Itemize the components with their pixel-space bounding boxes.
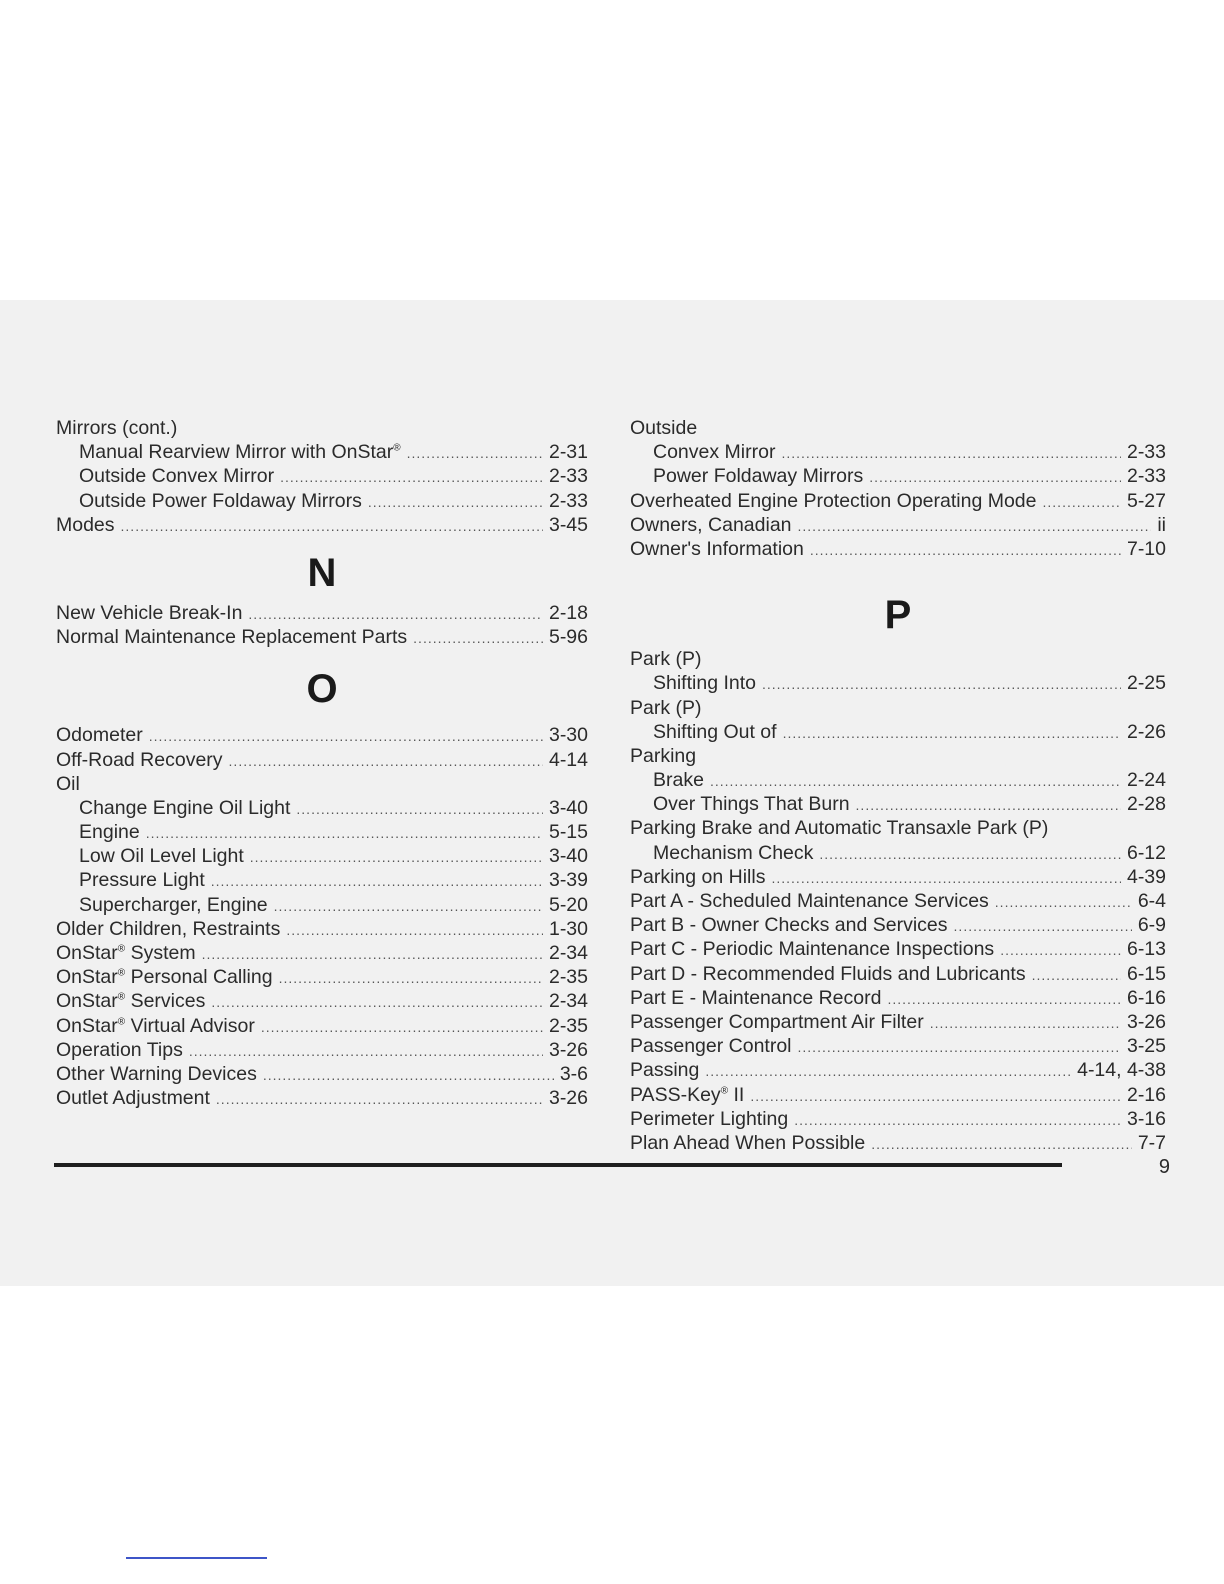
index-entry-page: 5-96	[548, 626, 588, 649]
index-entry-page: 6-12	[1126, 841, 1166, 864]
index-entry	[630, 720, 1166, 744]
dot-leader	[887, 987, 1121, 1011]
index-entry	[56, 723, 588, 747]
index-entry-page: 2-25	[1126, 672, 1166, 695]
index-entry	[630, 744, 1166, 768]
footer-rule	[54, 1163, 1062, 1167]
index-entry	[56, 513, 588, 537]
dot-leader	[781, 441, 1121, 465]
index-entry	[630, 696, 1166, 720]
dot-leader	[762, 672, 1121, 696]
index-entry-label: Supercharger, Engine	[79, 893, 268, 916]
index-entry-label: Other Warning Devices	[56, 1062, 257, 1085]
index-entry-label: OnStar® Personal Calling	[56, 966, 273, 989]
index-entry-page: ii	[1157, 513, 1166, 536]
index-entry	[56, 489, 588, 513]
index-entry-label: Owner's Information	[630, 537, 804, 560]
dot-leader	[1043, 490, 1121, 514]
index-entry	[630, 816, 1166, 840]
index-entry-label: Passing	[630, 1059, 700, 1082]
index-entry-label: Power Foldaway Mirrors	[653, 465, 864, 488]
index-entry	[56, 796, 588, 820]
index-entry-page: 3-26	[1126, 1010, 1166, 1033]
index-entry	[56, 748, 588, 772]
dot-leader	[248, 602, 543, 626]
dot-leader	[216, 1087, 543, 1111]
index-entry-label: Park (P)	[630, 648, 702, 671]
dot-leader	[819, 842, 1121, 866]
index-entry	[630, 768, 1166, 792]
index-entry-label: Passenger Control	[630, 1035, 792, 1058]
dot-leader	[954, 914, 1132, 938]
index-entry	[630, 1107, 1166, 1131]
index-entry-page: 3-6	[559, 1062, 588, 1085]
index-entry-label: PASS-Key® II	[630, 1083, 745, 1106]
index-entry-label: Part B - Owner Checks and Services	[630, 914, 948, 937]
index-entry	[56, 844, 588, 868]
index-entry-label: Normal Maintenance Replacement Parts	[56, 626, 408, 649]
index-entry-page: 3-25	[1126, 1035, 1166, 1058]
index-entry-page: 6-16	[1126, 986, 1166, 1009]
dot-leader	[274, 894, 543, 918]
index-entry-label: Outside Convex Mirror	[79, 465, 275, 488]
dot-leader	[211, 990, 543, 1014]
index-entry	[56, 440, 588, 464]
index-column-left	[56, 416, 588, 1110]
index-entry-page: 4-14, 4-38	[1077, 1059, 1166, 1082]
index-entry-label: Odometer	[56, 724, 143, 747]
section-letter-n: N	[307, 550, 337, 595]
index-entry-label: Plan Ahead When Possible	[630, 1131, 866, 1154]
index-entry	[56, 1062, 588, 1086]
index-entry-page: 3-26	[548, 1087, 588, 1110]
index-entry-page: 2-35	[548, 1014, 588, 1037]
dot-leader	[149, 724, 543, 748]
index-entry-label: Shifting Out of	[653, 720, 777, 743]
index-entry-label: Low Oil Level Light	[79, 845, 244, 868]
index-group-o	[56, 723, 588, 1110]
dot-leader	[250, 845, 543, 869]
dot-leader	[783, 721, 1121, 745]
index-entry	[630, 865, 1166, 889]
dot-leader	[146, 821, 543, 845]
index-group-p	[630, 647, 1166, 1155]
index-entry-label: Engine	[79, 821, 140, 844]
index-entry	[56, 772, 588, 796]
index-entry-page: 2-26	[1126, 720, 1166, 743]
index-entry	[630, 464, 1166, 488]
index-entry	[630, 537, 1166, 561]
dot-leader	[771, 866, 1120, 890]
index-entry-page: 2-24	[1126, 769, 1166, 792]
index-entry-label: Convex Mirror	[653, 441, 776, 464]
dot-leader	[407, 441, 543, 465]
dot-leader	[121, 514, 543, 538]
index-entry-label: Outside Power Foldaway Mirrors	[79, 489, 362, 512]
index-entry-page: 2-28	[1126, 793, 1166, 816]
dot-leader	[810, 538, 1121, 562]
index-entry-page: 5-27	[1126, 489, 1166, 512]
index-group-n	[56, 601, 588, 649]
index-entry-page: 6-15	[1126, 962, 1166, 985]
index-entry-page: 3-39	[548, 869, 588, 892]
dot-leader	[705, 1059, 1071, 1083]
index-entry-page: 3-26	[548, 1038, 588, 1061]
dot-leader	[995, 890, 1132, 914]
index-entry-label: New Vehicle Break-In	[56, 601, 243, 624]
index-entry	[56, 416, 588, 440]
index-entry-label: Passenger Compartment Air Filter	[630, 1010, 924, 1033]
index-entry-page: 5-20	[548, 893, 588, 916]
index-entry-label: Owners, Canadian	[630, 513, 792, 536]
index-entry	[56, 868, 588, 892]
index-entry-label: Change Engine Oil Light	[79, 796, 291, 819]
dot-leader	[1000, 938, 1121, 962]
index-entry	[630, 913, 1166, 937]
index-entry-label: OnStar® System	[56, 942, 196, 964]
index-entry-page: 2-33	[548, 489, 588, 512]
dot-leader	[798, 1035, 1121, 1059]
index-entry	[630, 671, 1166, 695]
section-letter-o: O	[306, 667, 338, 712]
index-entry	[56, 917, 588, 941]
index-entry-page: 4-14	[548, 748, 588, 771]
dot-leader	[280, 465, 543, 489]
index-column-right	[630, 416, 1166, 1155]
index-entry	[56, 820, 588, 844]
index-entry	[56, 601, 588, 625]
index-entry	[630, 962, 1166, 986]
index-entry	[56, 464, 588, 488]
index-entry-page: 2-33	[548, 465, 588, 488]
index-entry-page: 4-39	[1126, 865, 1166, 888]
dot-leader	[261, 1015, 543, 1039]
index-entry-page: 1-30	[548, 917, 588, 940]
index-entry	[56, 1086, 588, 1110]
index-entry-label: Parking	[630, 744, 697, 767]
index-entry-label: Mirrors (cont.)	[56, 417, 178, 439]
dot-leader	[710, 769, 1121, 793]
page-number: 9	[1158, 1156, 1170, 1178]
index-entry	[56, 941, 588, 965]
index-entry-label: Outlet Adjustment	[56, 1087, 210, 1110]
index-entry	[56, 965, 588, 989]
index-entry-label: Oil	[56, 772, 80, 795]
index-entry-page: 7-10	[1126, 537, 1166, 560]
index-entry-label: Mechanism Check	[653, 841, 814, 864]
index-entry-label: Overheated Engine Protection Operating Mode	[630, 489, 1037, 512]
dot-leader	[296, 797, 543, 821]
dot-leader	[211, 869, 543, 893]
index-entry-page: 2-33	[1126, 441, 1166, 464]
index-group-o-continued	[630, 416, 1166, 561]
index-entry-page: 2-34	[548, 990, 588, 1013]
index-entry-page: 3-40	[548, 796, 588, 819]
index-entry	[56, 989, 588, 1013]
dot-leader	[869, 465, 1121, 489]
index-entry-page: 7-7	[1137, 1131, 1166, 1154]
dot-leader	[189, 1039, 543, 1063]
index-entry-page: 2-34	[548, 942, 588, 964]
index-entry	[630, 489, 1166, 513]
index-entry-label: Parking on Hills	[630, 865, 766, 888]
dot-leader	[229, 749, 543, 773]
index-entry	[630, 792, 1166, 816]
dot-leader	[413, 626, 543, 650]
dot-leader	[871, 1132, 1132, 1156]
index-entry-label: OnStar® Services	[56, 990, 206, 1013]
index-entry-page: 3-40	[548, 845, 588, 868]
index-entry	[56, 1038, 588, 1062]
index-entry-page: 2-33	[1126, 465, 1166, 488]
index-entry-label: Part C - Periodic Maintenance Inspections	[630, 938, 995, 961]
dot-leader	[263, 1063, 554, 1087]
dot-leader	[798, 514, 1152, 538]
index-entry-label: Off-Road Recovery	[56, 748, 223, 771]
index-entry-label: Modes	[56, 513, 115, 536]
index-entry	[630, 440, 1166, 464]
index-entry-label: Older Children, Restraints	[56, 917, 281, 940]
index-entry-page: 2-16	[1126, 1083, 1166, 1106]
index-entry	[630, 889, 1166, 913]
index-entry	[56, 893, 588, 917]
index-entry	[56, 625, 588, 649]
index-entry-label: Parking Brake and Automatic Transaxle Park (P)	[630, 817, 1049, 840]
index-entry-label: Shifting Into	[653, 672, 756, 695]
index-group-m	[56, 416, 588, 537]
index-entry-page: 2-18	[548, 601, 588, 624]
index-entry-label: Perimeter Lighting	[630, 1107, 789, 1130]
index-entry-page: 6-9	[1137, 914, 1166, 937]
index-entry-label: Part E - Maintenance Record	[630, 986, 882, 1009]
index-entry-page: 5-15	[548, 821, 588, 844]
index-entry	[630, 513, 1166, 537]
index-entry-label: Brake	[653, 769, 704, 792]
dot-leader	[279, 966, 543, 990]
index-entry-page: 3-45	[548, 513, 588, 536]
index-entry	[630, 416, 1166, 440]
index-entry	[630, 1083, 1166, 1107]
dot-leader	[750, 1084, 1121, 1108]
index-entry-label: Park (P)	[630, 696, 702, 719]
index-entry	[630, 986, 1166, 1010]
index-entry	[630, 841, 1166, 865]
dot-leader	[794, 1108, 1121, 1132]
index-entry-label: Pressure Light	[79, 869, 205, 892]
index-entry	[56, 1014, 588, 1038]
index-entry-page: 6-13	[1126, 938, 1166, 961]
dot-leader	[202, 942, 543, 966]
index-entry-label: Manual Rearview Mirror with OnStar®	[79, 441, 401, 464]
dot-leader	[286, 918, 543, 942]
index-entry-label: Outside	[630, 417, 698, 439]
index-entry-label: Over Things That Burn	[653, 793, 850, 816]
index-entry-label: OnStar® Virtual Advisor	[56, 1014, 255, 1037]
index-entry	[630, 1058, 1166, 1082]
index-entry-page: 2-35	[548, 966, 588, 989]
index-entry-page: 6-4	[1137, 890, 1166, 912]
link-underline[interactable]	[126, 1557, 267, 1559]
dot-leader	[856, 793, 1121, 817]
index-entry-label: Part D - Recommended Fluids and Lubricants	[630, 962, 1026, 985]
index-entry	[630, 1034, 1166, 1058]
index-entry-page: 3-16	[1126, 1107, 1166, 1130]
index-entry-label: Part A - Scheduled Maintenance Services	[630, 890, 989, 912]
section-letter-p: P	[884, 593, 912, 638]
index-entry	[630, 1010, 1166, 1034]
index-entry	[630, 1131, 1166, 1155]
dot-leader	[930, 1011, 1121, 1035]
index-entry-label: Operation Tips	[56, 1038, 183, 1061]
index-entry-page: 2-31	[548, 441, 588, 464]
dot-leader	[368, 490, 543, 514]
index-entry	[630, 647, 1166, 671]
dot-leader	[1032, 963, 1121, 987]
index-entry	[630, 937, 1166, 961]
index-entry-page: 3-30	[548, 724, 588, 747]
